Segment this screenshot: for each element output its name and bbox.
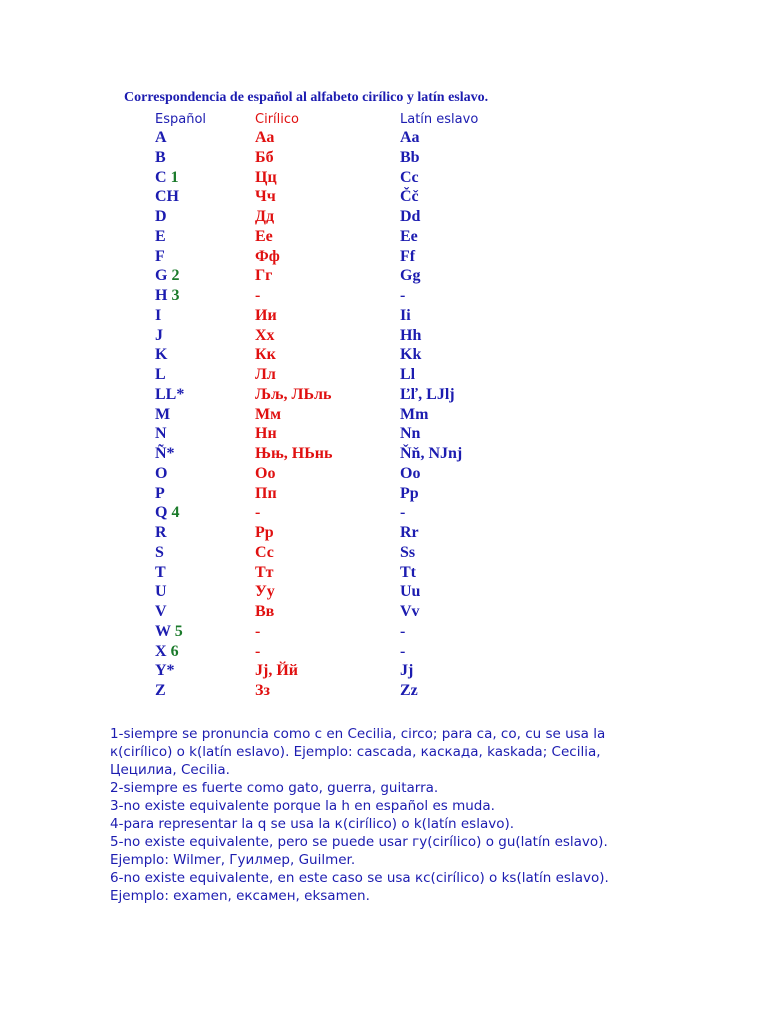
table-row <box>0 207 768 227</box>
table-row <box>0 128 768 148</box>
spanish-letter <box>155 464 167 484</box>
latin-slavic-letter: Mm <box>400 405 429 423</box>
spanish-letter <box>155 503 179 523</box>
spanish-letter-text: E <box>155 227 166 245</box>
spanish-letter <box>155 405 170 425</box>
latin-slavic-letter: Zz <box>400 682 418 699</box>
spanish-letter-text: P <box>155 484 165 502</box>
spanish-letter <box>155 326 163 346</box>
spanish-letter <box>155 385 184 405</box>
spanish-letter <box>155 661 175 681</box>
spanish-letter <box>155 306 161 326</box>
cyrillic-letter: Љљ, ЛЬль <box>255 385 332 403</box>
spanish-letter-text: T <box>155 563 166 581</box>
spanish-letter-text: C <box>155 168 167 186</box>
spanish-letter-text: CH <box>155 188 179 206</box>
table-row <box>0 602 768 622</box>
spanish-letter <box>155 345 167 365</box>
cyrillic-letter: Мм <box>255 405 281 423</box>
spanish-letter-text: W <box>155 622 171 640</box>
spanish-letter <box>155 523 167 543</box>
footnote-line: 4-para representar la q se usa la к(cirílico) o k(latín eslavo). <box>110 816 515 832</box>
spanish-letter-text: Ñ* <box>155 445 175 462</box>
cyrillic-letter: Фф <box>255 247 280 265</box>
cyrillic-letter: Уу <box>255 583 275 601</box>
latin-slavic-letter: Oo <box>400 464 421 482</box>
table-row <box>0 661 768 681</box>
latin-slavic-letter: Pp <box>400 484 419 502</box>
footnote-number: 2 <box>171 267 180 285</box>
spanish-letter <box>155 681 166 701</box>
table-row <box>0 681 768 701</box>
table-row <box>0 523 768 543</box>
cyrillic-letter: - <box>255 287 261 304</box>
cyrillic-letter: Ее <box>255 227 273 245</box>
cyrillic-letter: Нн <box>255 425 277 443</box>
spanish-letter-text: S <box>155 543 164 561</box>
cyrillic-letter: Пп <box>255 484 277 502</box>
table-row <box>0 266 768 286</box>
table-row <box>0 484 768 504</box>
spanish-letter <box>155 286 179 306</box>
spanish-letter-text: V <box>155 603 167 620</box>
table-row <box>0 227 768 247</box>
spanish-letter-text: U <box>155 583 167 601</box>
table-row <box>0 563 768 583</box>
latin-slavic-letter: Ee <box>400 227 418 245</box>
latin-slavic-letter: Ňň, NJnj <box>400 445 463 462</box>
latin-slavic-letter: Kk <box>400 346 422 364</box>
alphabet-table <box>0 128 768 701</box>
spanish-letter-text: R <box>155 524 167 541</box>
cyrillic-letter: - <box>255 622 261 640</box>
table-row <box>0 326 768 346</box>
spanish-letter-text: I <box>155 306 162 324</box>
spanish-letter-text: L <box>155 366 166 383</box>
spanish-letter-text: Q <box>155 504 168 522</box>
spanish-letter-text: D <box>155 208 167 225</box>
spanish-letter-text: Z <box>155 682 166 699</box>
cyrillic-letter: Хх <box>255 326 275 344</box>
spanish-letter <box>155 543 164 563</box>
latin-slavic-letter: Tt <box>400 563 416 581</box>
table-row <box>0 405 768 425</box>
footnote-line: к(cirílico) o k(latín eslavo). Ejemplo: cascada, каскада, kaskada; Cecilia, <box>110 744 601 760</box>
spanish-letter <box>155 168 179 188</box>
cyrillic-letter: Кк <box>255 346 276 364</box>
latin-slavic-letter: Rr <box>400 524 419 541</box>
latin-slavic-letter: Ss <box>400 543 416 561</box>
spanish-letter <box>155 365 166 385</box>
table-row <box>0 503 768 523</box>
footnote-number: 4 <box>171 504 180 522</box>
cyrillic-letter: Вв <box>255 603 275 620</box>
latin-slavic-letter: Aa <box>400 129 420 146</box>
header-espanol: Español <box>155 112 207 127</box>
footnote-line: 1-siempre se pronuncia como c en Cecilia, circo; para ca, co, cu se usa la <box>110 726 606 742</box>
spanish-letter <box>155 424 167 444</box>
spanish-letter <box>155 602 167 622</box>
cyrillic-letter: Зз <box>255 682 270 699</box>
table-row <box>0 168 768 188</box>
spanish-letter <box>155 642 179 662</box>
table-row <box>0 444 768 464</box>
latin-slavic-letter: Ff <box>400 247 416 265</box>
spanish-letter <box>155 207 167 227</box>
spanish-letter <box>155 582 167 602</box>
latin-slavic-letter: Vv <box>400 603 420 620</box>
spanish-letter-text: O <box>155 464 168 482</box>
spanish-letter-text: B <box>155 148 166 166</box>
footnote-number: 1 <box>170 168 179 186</box>
footnote-number: 5 <box>174 622 183 640</box>
table-row <box>0 464 768 484</box>
spanish-letter <box>155 563 166 583</box>
latin-slavic-letter: Jj <box>400 662 414 680</box>
footnote-line: Ejemplo: examen, ексамен, eksamen. <box>110 888 370 904</box>
table-row <box>0 543 768 563</box>
table-row <box>0 385 768 405</box>
spanish-letter <box>155 148 166 168</box>
cyrillic-letter: Оо <box>255 464 276 482</box>
spanish-letter-text: M <box>155 405 171 423</box>
latin-slavic-letter: Dd <box>400 208 421 225</box>
footnote-line: 2-siempre es fuerte como gato, guerra, guitarra. <box>110 780 439 796</box>
cyrillic-letter: Ии <box>255 306 277 324</box>
spanish-letter-text: X <box>155 642 167 660</box>
spanish-letter-text: N <box>155 425 167 443</box>
spanish-letter <box>155 187 179 207</box>
table-row <box>0 582 768 602</box>
cyrillic-letter: Лл <box>255 366 276 383</box>
latin-slavic-letter: Ll <box>400 366 416 383</box>
table-row <box>0 247 768 267</box>
cyrillic-letter: Тт <box>255 563 274 581</box>
spanish-letter <box>155 227 166 247</box>
spanish-letter-text: LL* <box>155 385 185 403</box>
spanish-letter <box>155 128 167 148</box>
cyrillic-letter: Дд <box>255 208 275 225</box>
latin-slavic-letter: Čč <box>400 188 419 206</box>
footnotes <box>110 725 670 905</box>
latin-slavic-letter: Uu <box>400 583 421 601</box>
latin-slavic-letter: Ľľ, LJlj <box>400 385 455 403</box>
cyrillic-letter: Гг <box>255 267 273 285</box>
footnote-line: 3-no existe equivalente porque la h en español es muda. <box>110 798 495 814</box>
cyrillic-letter: Њњ, НЬнь <box>255 445 333 462</box>
table-row <box>0 286 768 306</box>
cyrillic-letter: Jj, Йй <box>255 662 298 680</box>
latin-slavic-letter: Cc <box>400 168 419 186</box>
document-title: Correspondencia de español al alfabeto cirílico y latín eslavo. <box>124 90 489 105</box>
cyrillic-letter: Рр <box>255 524 274 541</box>
table-row <box>0 365 768 385</box>
footnote-line: Цецилиа, Cecilia. <box>110 762 230 778</box>
spanish-letter <box>155 266 179 286</box>
cyrillic-letter: Сс <box>255 543 274 561</box>
header-cirilico: Cirílico <box>255 112 299 127</box>
latin-slavic-letter: - <box>400 504 406 522</box>
cyrillic-letter: Бб <box>255 148 274 166</box>
cyrillic-letter: - <box>255 642 261 660</box>
spanish-letter <box>155 444 175 464</box>
latin-slavic-letter: Hh <box>400 326 422 344</box>
table-row <box>0 642 768 662</box>
spanish-letter <box>155 622 183 642</box>
table-row <box>0 306 768 326</box>
latin-slavic-letter: - <box>400 622 406 640</box>
table-row <box>0 424 768 444</box>
footnote-number: 3 <box>171 287 180 304</box>
footnote-line: 5-no existe equivalente, pero se puede usar гу(cirílico) o gu(latín eslavo). <box>110 834 608 850</box>
latin-slavic-letter: - <box>400 287 406 304</box>
spanish-letter-text: Y* <box>155 662 175 680</box>
table-row <box>0 148 768 168</box>
spanish-letter-text: G <box>155 267 168 285</box>
spanish-letter-text: K <box>155 346 168 364</box>
latin-slavic-letter: Nn <box>400 425 421 443</box>
spanish-letter-text: A <box>155 129 167 146</box>
table-row <box>0 187 768 207</box>
footnote-line: 6-no existe equivalente, en este caso se usa кс(cirílico) o ks(latín eslavo). <box>110 870 609 886</box>
table-row <box>0 345 768 365</box>
spanish-letter <box>155 484 165 504</box>
latin-slavic-letter: - <box>400 642 406 660</box>
latin-slavic-letter: Bb <box>400 148 420 166</box>
spanish-letter-text: F <box>155 247 165 265</box>
spanish-letter-text: H <box>155 287 168 304</box>
cyrillic-letter: Аа <box>255 129 275 146</box>
cyrillic-letter: - <box>255 504 261 522</box>
cyrillic-letter: Цц <box>255 168 277 186</box>
footnote-line: Ejemplo: Wilmer, Гуилмер, Guilmer. <box>110 852 356 868</box>
cyrillic-letter: Чч <box>255 188 276 206</box>
latin-slavic-letter: Gg <box>400 267 421 285</box>
spanish-letter <box>155 247 165 267</box>
footnote-number: 6 <box>170 642 179 660</box>
table-row <box>0 622 768 642</box>
header-latin: Latín eslavo <box>400 112 479 127</box>
spanish-letter-text: J <box>155 326 163 344</box>
latin-slavic-letter: Ii <box>400 306 411 324</box>
